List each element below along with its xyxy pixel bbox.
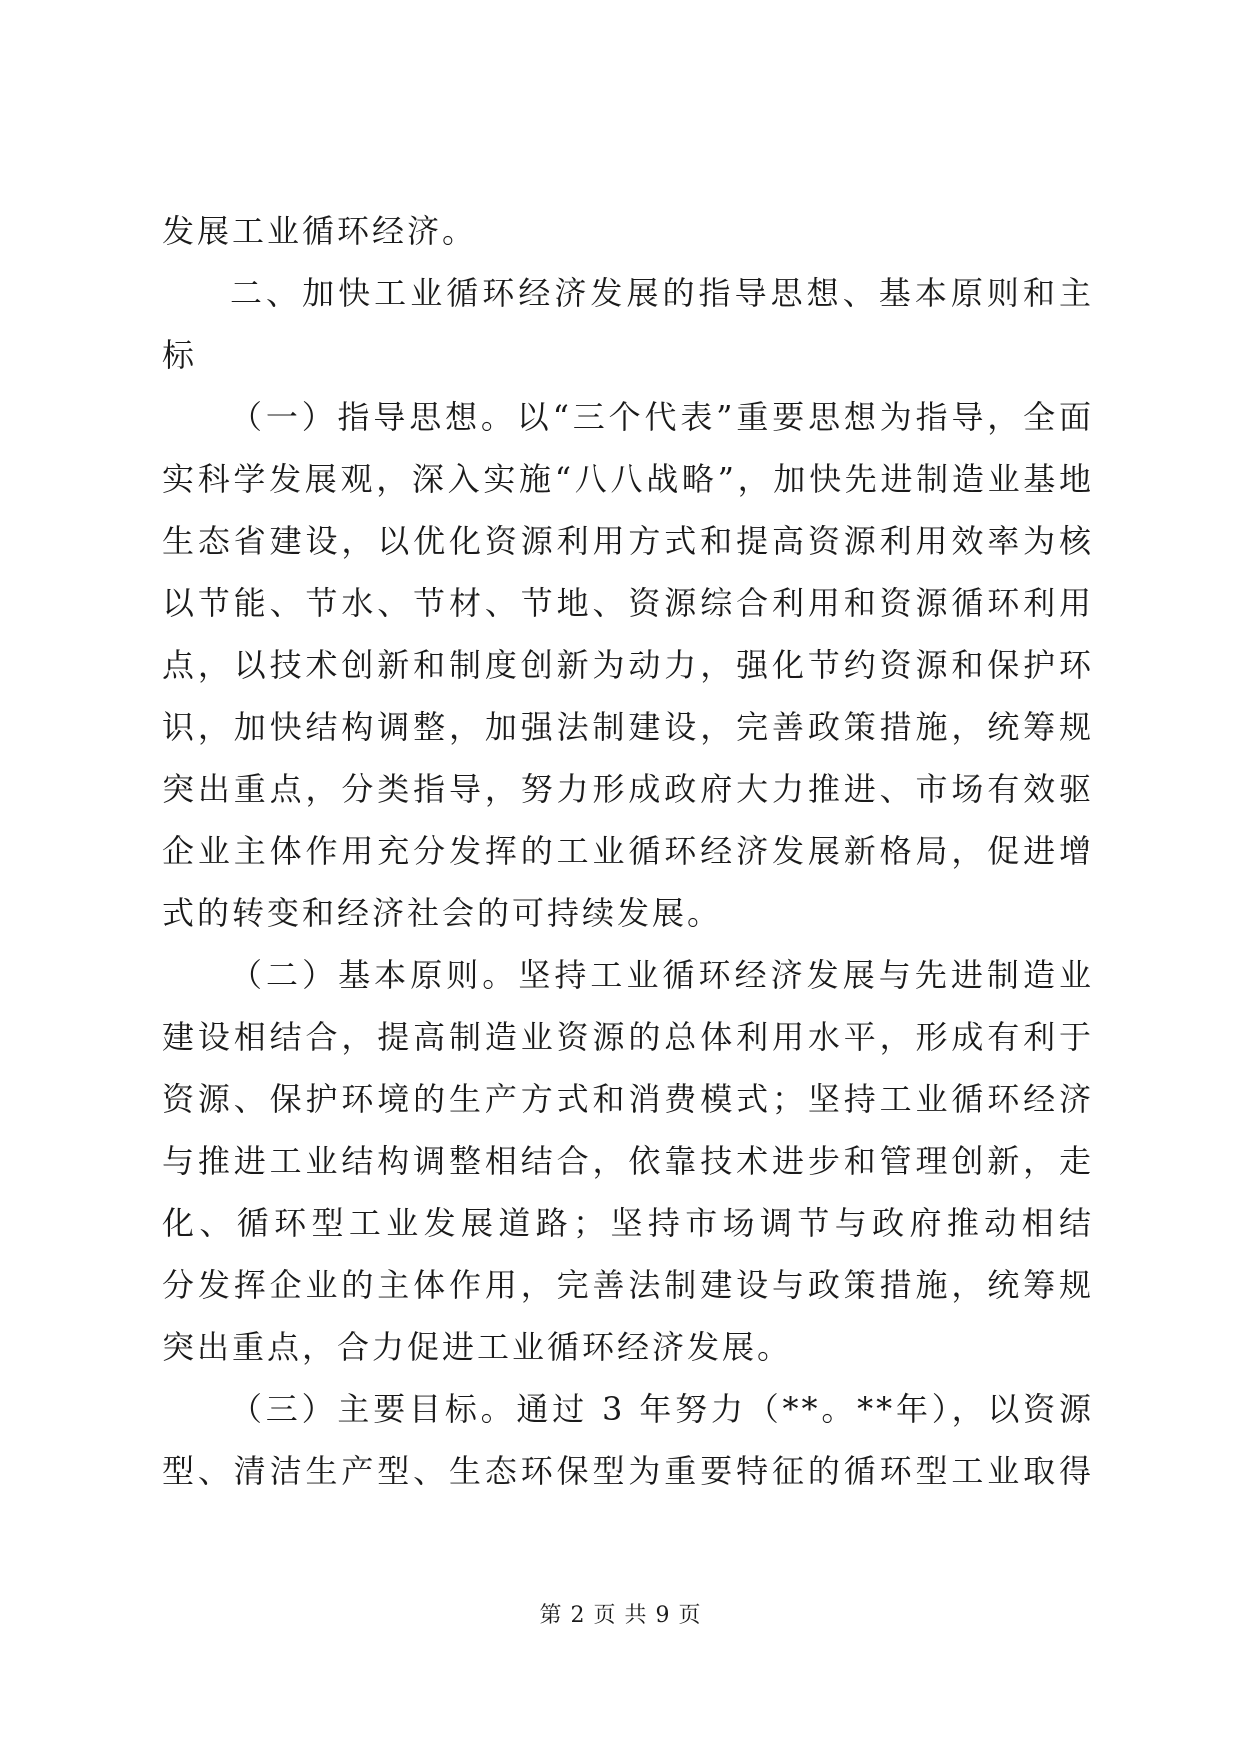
paragraph-line: 实科学发展观，深入实施“八八战略”，加快先进制造业基地 [162,460,1094,498]
page-number-footer: 第 2 页 共 9 页 [539,1603,702,1628]
paragraph-line: 资源、保护环境的生产方式和消费模式；坚持工业循环经济 [162,1080,1094,1118]
document-body [162,200,1094,1502]
section-heading-line: 二、加快工业循环经济发展的指导思想、基本原则和主 [230,274,1094,312]
paragraph-line: 点，以技术创新和制度创新为动力，强化节约资源和保护环 [162,646,1094,684]
paragraph-line: （一）指导思想。以“三个代表”重要思想为指导，全面 [230,398,1094,436]
paragraph-line: 以节能、节水、节材、节地、资源综合利用和资源循环利用 [162,584,1094,622]
paragraph-line: 分发挥企业的主体作用，完善法制建设与政策措施，统筹规 [162,1266,1094,1304]
paragraph-line: 识，加快结构调整，加强法制建设，完善政策措施，统筹规 [162,708,1094,746]
paragraph-line: 式的转变和经济社会的可持续发展。 [162,894,723,932]
paragraph-line: 型、清洁生产型、生态环保型为重要特征的循环型工业取得 [162,1452,1094,1490]
paragraph-line: 突出重点，分类指导，努力形成政府大力推进、市场有效驱 [162,770,1094,808]
paragraph-line: 生态省建设，以优化资源利用方式和提高资源利用效率为核 [162,522,1094,560]
paragraph-line: 企业主体作用充分发挥的工业循环经济发展新格局，促进增 [162,832,1094,870]
paragraph-line: 化、循环型工业发展道路；坚持市场调节与政府推动相结 [162,1204,1094,1242]
paragraph-line: （三）主要目标。通过 3 年努力（**。**年），以资源 [230,1390,1094,1428]
paragraph-line: 与推进工业结构调整相结合，依靠技术进步和管理创新，走 [162,1142,1094,1180]
paragraph-line: 突出重点，合力促进工业循环经济发展。 [162,1328,793,1366]
section-heading-line: 标 [162,336,198,374]
paragraph-line: （二）基本原则。坚持工业循环经济发展与先进制造业 [230,956,1094,994]
text-line: 发展工业循环经济。 [162,212,478,250]
paragraph-line: 建设相结合，提高制造业资源的总体利用水平，形成有利于 [162,1018,1094,1056]
